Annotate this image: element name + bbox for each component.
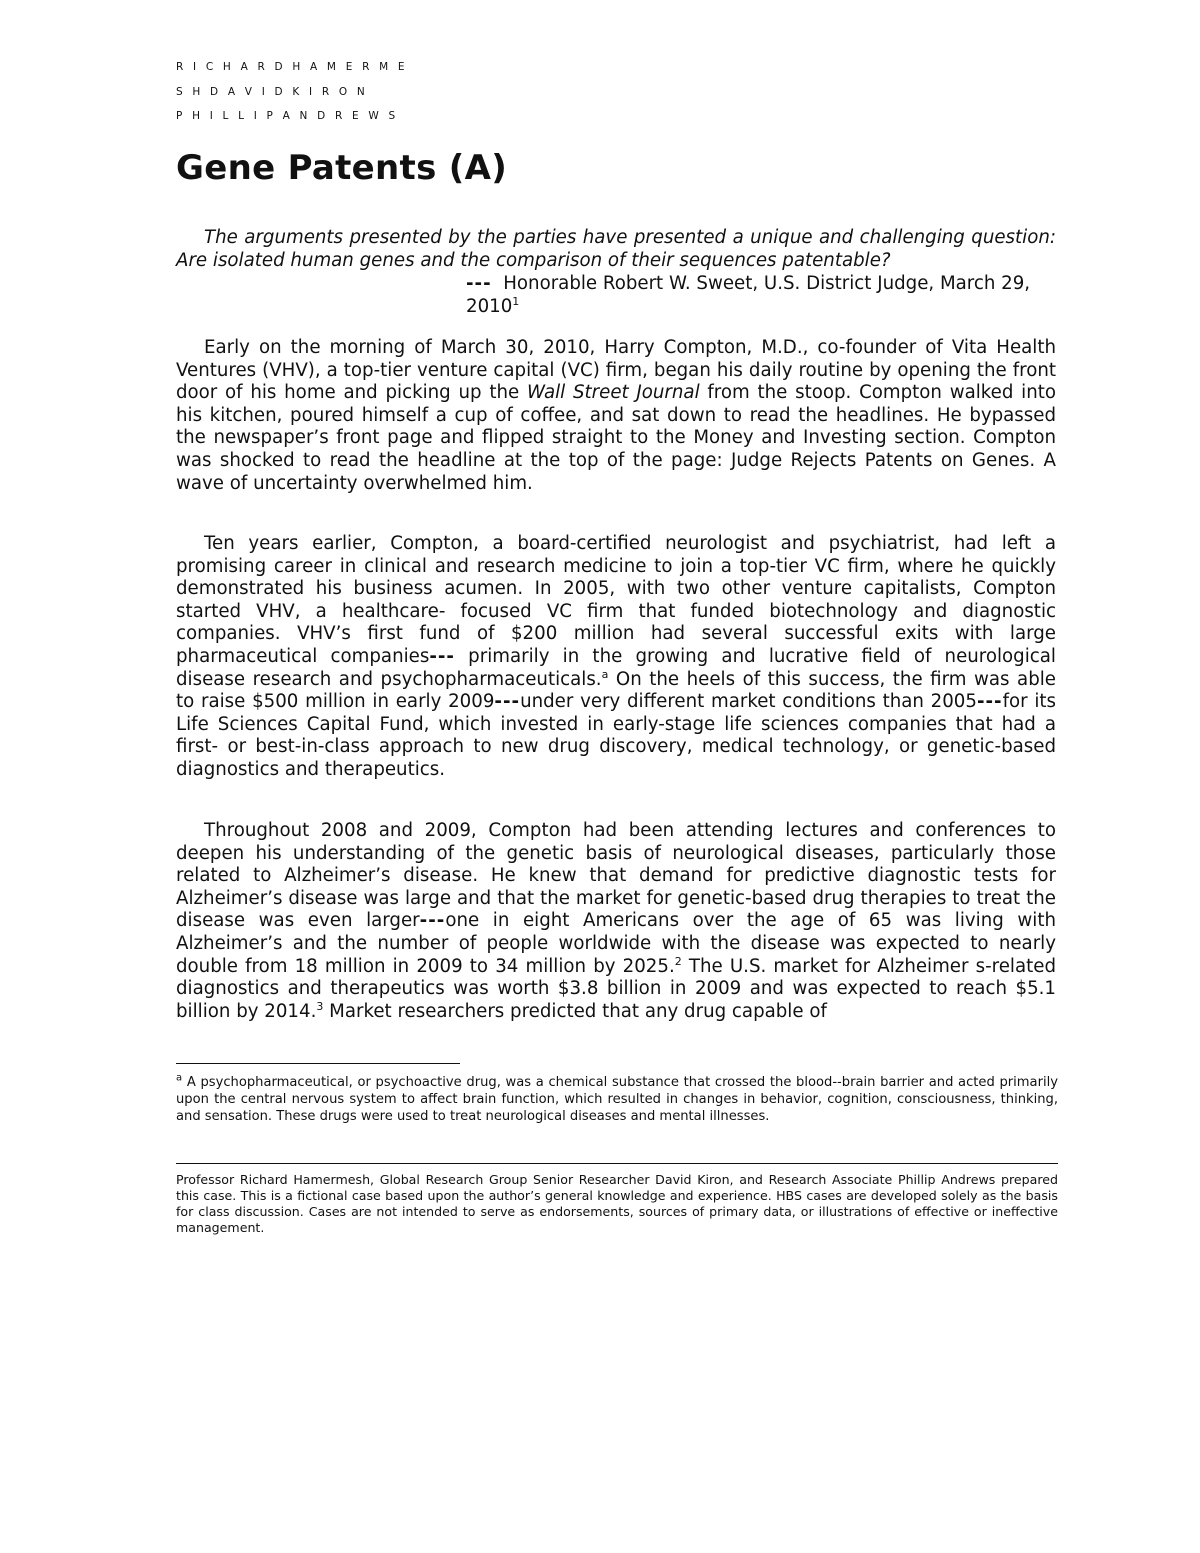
text-run: for its Life Sciences Capital Fund, which invested in early-stage life sciences companies that had a first- or best-in-class approach to new drug discovery, medical technology, or genetic-based diagnostics and therapeutics. [176, 691, 1057, 780]
em-dash: --- [466, 273, 492, 294]
footnote-a [176, 1074, 1058, 1125]
body-paragraph-1 [176, 337, 1056, 495]
text-run: under very different market conditions than 2005 [520, 691, 977, 713]
footnote-ref: a [601, 667, 609, 681]
epigraph-quote: The arguments presented by the parties have presented a unique and challenging question: Are isolated human genes and the comparison of their sequences patentable? [176, 227, 1056, 271]
em-dash: --- [976, 691, 1003, 713]
author-line: P H I L L I P A N D R E W S [176, 110, 399, 122]
em-dash: --- [494, 691, 521, 713]
author-line: S H D A V I D K I R O N [176, 85, 368, 98]
text-run: The U.S. market for Alzheimer s-related diagnostics and therapeutics was worth $3.8 billion in 2009 and was expected to reach $5.1 billion by 2014. [176, 955, 1056, 1022]
body-paragraph-3 [176, 820, 1056, 1023]
case-note-divider [176, 1163, 1058, 1164]
footnote-mark: a [176, 1072, 183, 1084]
footnote-divider [176, 1063, 460, 1064]
author-line: R I C H A R D H A M E R M E [176, 61, 408, 73]
footnote-text: A psychopharmaceutical, or psychoactive drug, was a chemical substance that crossed the blood--brain barrier and acted primarily upon the central nervous system to affect brain function, which resulted in changes in behavior, cognition, consciousness, thinking, and sensation. These drugs were used to treat neurological diseases and mental illnesses. [176, 1075, 1058, 1124]
text-run: primarily in the growing and lucrative field of neurological disease research and psychopharmaceuticals. [176, 645, 1056, 690]
text-run: Market researchers predicted that any drug capable of [329, 1000, 827, 1022]
attribution-text: Honorable Robert W. Sweet, U.S. District Judge, March 29, 2010 [466, 273, 1031, 317]
footnote-ref: 2 [674, 954, 682, 968]
em-dash: --- [429, 645, 455, 667]
text-run: On the heels of this success, the firm was able to raise $500 million in early 2009 [176, 668, 1056, 713]
case-title: Gene Patents (A) [176, 148, 508, 188]
footnote-ref: 3 [316, 999, 324, 1013]
text-run: Ten years earlier, Compton, a board-certified neurologist and psychiatrist, had left a promising career in clinical and research medicine to join a top-tier VC firm, where he quickly demonstrated his business acumen. In 2005, with two other venture capitalists, Compton started VHV, a healthcare- focused VC firm that funded biotechnology and diagnostic companies. VHV’s first fund of $200 million had several successful exits with large pharmaceutical companies [176, 533, 1056, 667]
text-run: Early on the morning of March 30, 2010, Harry Compton, M.D., co-founder of Vita Health Ventures (VHV), a top-tier venture capital (VC) firm, began his daily routine by opening the front door of his home and picking up the [176, 337, 1056, 404]
epigraph-attribution [466, 273, 1056, 318]
text-run: Throughout 2008 and 2009, Compton had been attending lectures and conferences to deepen his understanding of the genetic basis of neurological diseases, particularly those related to Alzheimer’s disease. He knew that demand for predictive diagnostic tests for Alzheimer’s disease was large and that the market for genetic-based drug therapies to treat the disease was even larger [176, 820, 1056, 932]
text-run: one in eight Americans over the age of 65 was living with Alzheimer’s and the number of people worldwide with the disease was expected to nearly double from 18 million in 2009 to 34 million by 2025. [176, 910, 1056, 977]
em-dash: --- [419, 910, 446, 932]
publication-name: Wall Street Journal [526, 382, 700, 404]
author-list [176, 55, 408, 129]
footnote-ref: 1 [512, 294, 520, 308]
text-run: from the stoop. Compton walked into his kitchen, poured himself a cup of coffee, and sat down to read the headlines. He bypassed the newspaper’s front page and flipped straight to the Money and Investing section. Compton was shocked to read the headline at the top of the page: Judge Rejects Patents on Genes. A wave of uncertainty overwhelmed him. [176, 382, 1056, 494]
case-preparation-note: Professor Richard Hamermesh, Global Research Group Senior Researcher David Kiron, and Research Associate Phillip Andrews prepared this case. This is a fictional case based upon the author’s general knowledge and experience. HBS cases are developed solely as the basis for class discussion. Cases are not intended to serve as endorsements, sources of primary data, or illustrations of effective or ineffective management. [176, 1172, 1058, 1235]
body-paragraph-2 [176, 533, 1056, 782]
